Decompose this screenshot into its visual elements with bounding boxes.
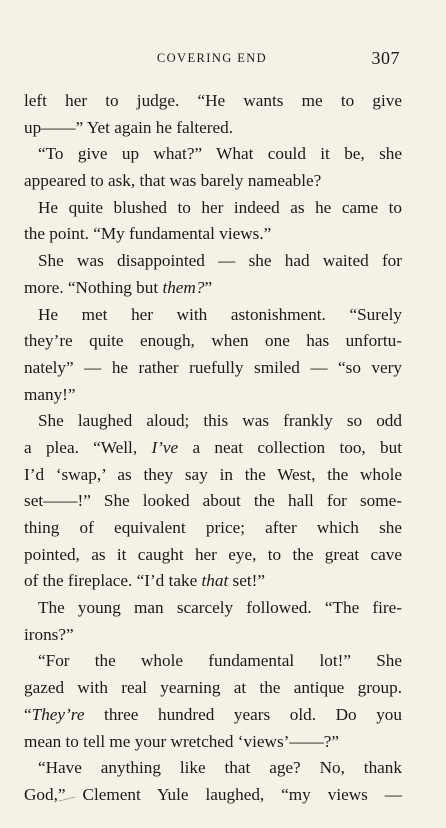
text-line-25: mean to tell me your wretched ‘views’——?” — [24, 731, 339, 751]
text-line-1: left her to judge. “He wants me to give — [24, 91, 402, 110]
body-text — [24, 88, 402, 809]
text-line-6: the point. “My fundamental views.” — [24, 224, 272, 244]
text-line-9: He met her with astonishment. “Surely — [38, 304, 402, 324]
text-run: a neat collection too, but — [178, 437, 402, 457]
text-line-3: “To give up what?” What could it be, she — [38, 144, 402, 164]
text-line-26: “Have anything like that age? No, thank — [38, 758, 402, 778]
italic-emphasis: that — [201, 571, 229, 591]
running-head — [24, 48, 400, 72]
text-line-23: gazed with real yearning at the antique group. — [24, 678, 402, 698]
text-run: three hundred years old. Do you — [84, 704, 402, 724]
text-line-13: She laughed aloud; this was frankly so odd — [38, 411, 402, 431]
text-line-27: God,” Clement Yule laughed, “my views — — [24, 784, 402, 804]
text-line-19 — [24, 568, 402, 595]
text-line-16: set——!” She looked about the hall for some- — [24, 491, 402, 511]
text-line-22: “For the whole fundamental lot!” She — [38, 651, 402, 671]
text-line-5: He quite blushed to her indeed as he came to — [38, 197, 402, 217]
text-line-12: many!” — [24, 384, 76, 404]
text-line-17: thing of equivalent price; after which she — [24, 518, 402, 537]
text-line-7: She was disappointed — she had waited for — [38, 251, 402, 271]
text-line-11: nately” — he rather ruefully smiled — “so very — [24, 357, 402, 377]
italic-emphasis: I’ve — [151, 437, 179, 457]
text-line-14 — [24, 435, 402, 462]
italic-emphasis: them? — [162, 277, 205, 297]
text-line-18: pointed, as it caught her eye, to the great cave — [24, 544, 402, 564]
text-line-24 — [24, 702, 402, 729]
text-run: a plea. “Well, — [24, 437, 152, 457]
text-run: set!” — [228, 571, 265, 591]
text-line-8 — [24, 275, 402, 302]
text-run: ” — [204, 277, 213, 297]
text-line-15: I’d ‘swap,’ as they say in the West, the whole — [24, 464, 402, 484]
italic-emphasis: They’re — [31, 704, 85, 724]
text-line-20: The young man scarcely followed. “The fire- — [38, 598, 402, 618]
text-line-21: irons?” — [24, 624, 74, 644]
running-title: COVERING END — [156, 51, 268, 65]
text-run: more. “Nothing but — [24, 277, 163, 297]
pencil-mark-icon — [58, 796, 76, 802]
text-run: “ — [24, 704, 32, 724]
page-number: 307 — [371, 48, 400, 68]
text-line-2: up——” Yet again he faltered. — [24, 117, 234, 137]
text-line-10: they’re quite enough, when one has unfortu- — [24, 331, 402, 351]
text-line-4: appeared to ask, that was barely nameable? — [24, 171, 322, 191]
text-run: of the fireplace. “I’d take — [24, 571, 202, 591]
